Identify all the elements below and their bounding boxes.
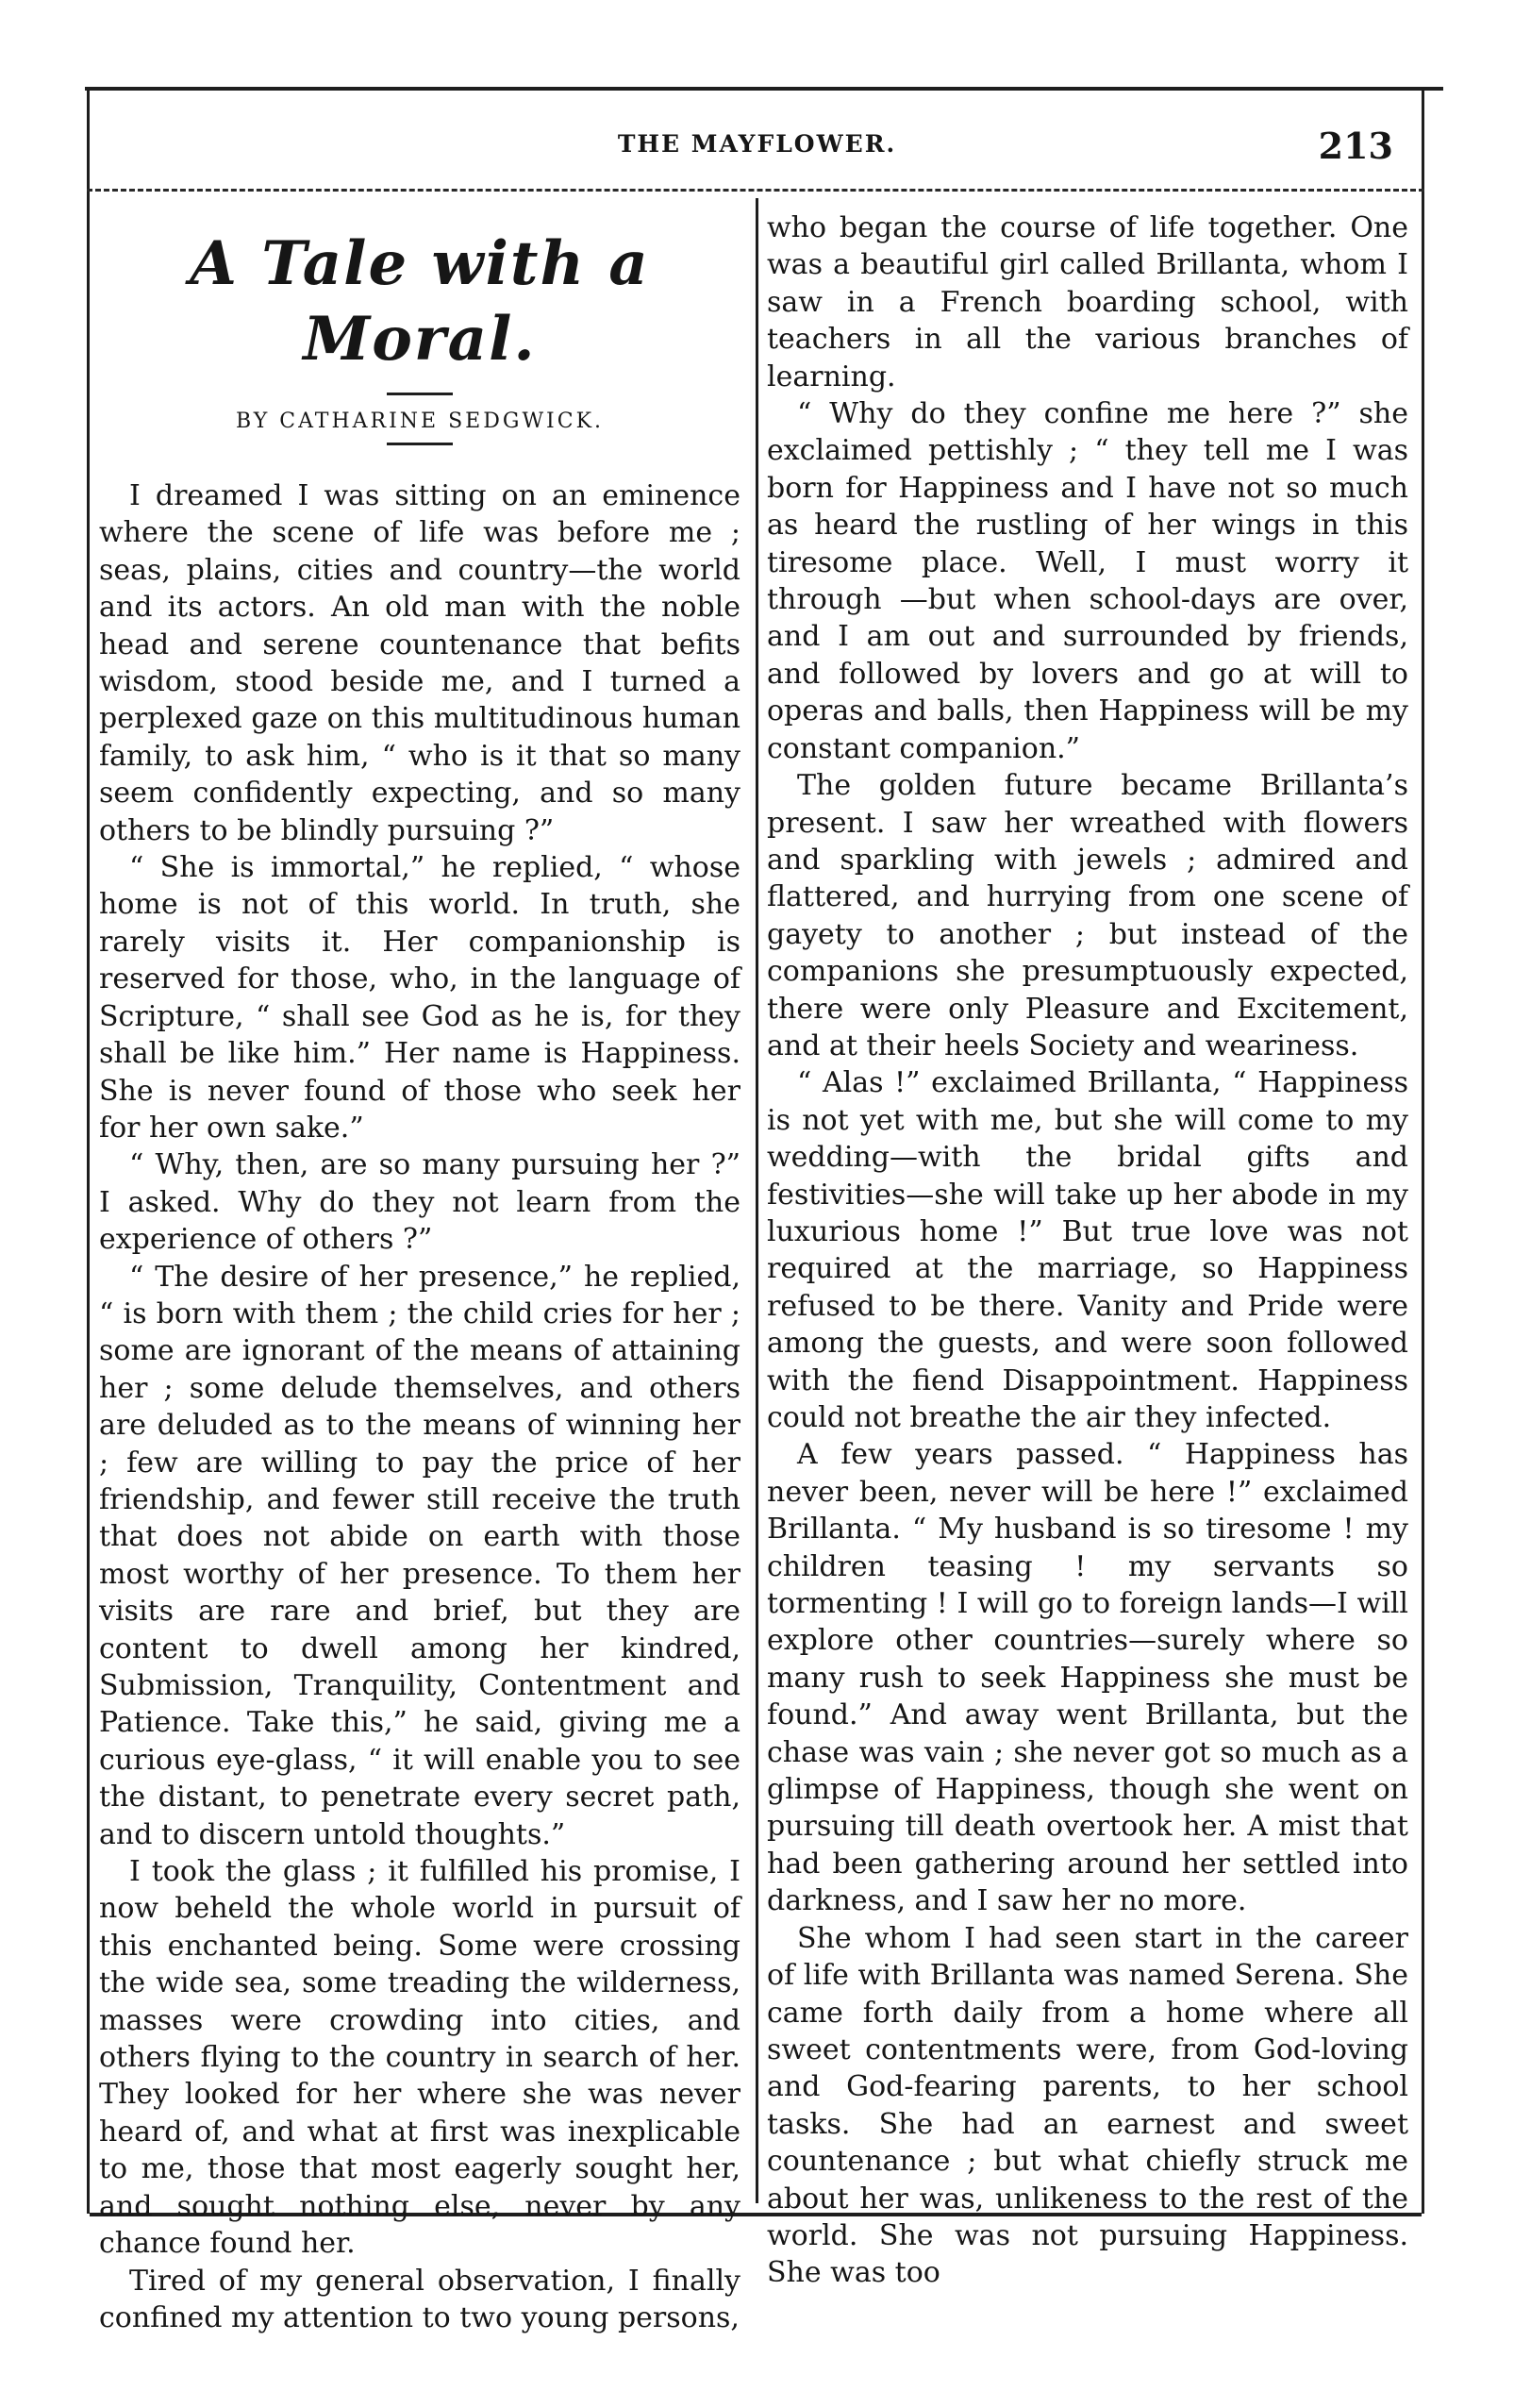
paragraph: “ Alas !” exclaimed Brillanta, “ Happiness is not yet with me, but she will come to my wedding—with the bridal gifts and festivities—she will take up her abode in my luxurious home !” But true love was not required at the marriage, so Happiness refused to be there. Vanity and Pride were among the guests, and were soon followed with the fiend Disappointment. Happiness could not breathe the air they infected.: [767, 1066, 1408, 1434]
header-divider-rule: [87, 189, 1424, 194]
left-column: [99, 209, 740, 2336]
left-border-rule: [87, 91, 90, 2214]
paragraph: “ The desire of her presence,” he replied, “ is born with them ; the child cries for her ; some are ignorant of the means of attaining her ; some delude themselves, and others are deluded as to the means of winning her ; few are willing to pay the price of her friendship, and fewer still receive the truth that does not abide on earth with those most worthy of her presence. To them her visits are rare and brief, but they are content to dwell among her kindred, Submission, Tranquility, Contentment and Patience. Take this,” he said, giving me a curious eye-glass, “ it will enable you to see the distant, to penetrate every secret path, and to discern untold thoughts.”: [99, 1260, 740, 1851]
paragraph-continued: who began the course of life together. One was a beautiful girl called Brillanta, whom I saw in a French boarding school, with teachers in all the various branches of learning.: [767, 211, 1408, 393]
page-number: 213: [1318, 125, 1393, 167]
paragraph: “ Why, then, are so many pursuing her ?” I asked. Why do they not learn from the experience of others ?”: [99, 1148, 740, 1257]
column-divider-rule: [756, 198, 758, 2203]
paragraph: A few years passed. “ Happiness has never been, never will be here !” exclaimed Brillanta. “ My husband is so tiresome ! my children teasing ! my servants so tormenting ! I will go to foreign lands—I will explore other countries—surely where so many rush to seek Happiness she must be found.” And away went Brillanta, but the chase was vain ; she never got so much as a glimpse of Happiness, though she went on pursuing till death overtook her. A mist that had been gathering around her settled into darkness, and I saw her no more.: [767, 1438, 1408, 1918]
top-border-rule: [85, 87, 1443, 91]
title-rule: [387, 393, 453, 395]
running-head: [94, 125, 1420, 167]
paragraph: “ Why do they confine me here ?” she exclaimed pettishly ; “ they tell me I was born for Happiness and I have not so much as heard the rustling of her wings in this tiresome place. Well, I must worry it through —but when school-days are over, and I am out and surrounded by friends, and followed by lovers and go at will to operas and balls, then Happiness will be my constant companion.”: [767, 397, 1408, 765]
paragraph: “ She is immortal,” he replied, “ whose home is not of this world. In truth, she rarely visits it. Her companionship is reserved for those, who, in the language of Scripture, “ shall see God as he is, for they shall be like him.” Her name is Happiness. She is never found of those who seek her for her own sake.”: [99, 851, 740, 1145]
journal-title: THE MAYFLOWER.: [617, 130, 897, 158]
paragraph: The golden future became Brillanta’s present. I saw her wreathed with flowers and sparkling with jewels ; admired and flattered, and hurrying from one scene of gayety to another ; but instead of the companions she presumptuously expected, there were only Pleasure and Excitement, and at their heels Society and weariness.: [767, 769, 1408, 1062]
paragraph: Tired of my general observation, I finally confined my attention to two young persons,: [99, 2264, 740, 2334]
right-column: [767, 209, 1408, 2292]
paragraph: I took the glass ; it fulfilled his promise, I now beheld the whole world in pursuit of this enchanted being. Some were crossing the wide sea, some treading the wilderness, masses were crowding into cities, and others flying to the country in search of her. They looked for her where she was never heard of, and what at first was inexplicable to me, those that most eagerly sought her, and sought nothing else, never by any chance found her.: [99, 1855, 740, 2261]
byline-rule: [387, 443, 453, 445]
paragraph: I dreamed I was sitting on an eminence where the scene of life was before me ; seas, plains, cities and country—the world and its actors. An old man with the noble head and serene countenance that befits wisdom, stood beside me, and I turned a perplexed gaze on this multitudinous human family, to ask him, “ who is it that so many seem confidently expecting, and so many others to be blindly pursuing ?”: [99, 479, 740, 847]
byline: BY CATHARINE SEDGWICK.: [235, 410, 605, 433]
right-border-rule: [1422, 91, 1424, 2214]
paragraph: She whom I had seen start in the career of life with Brillanta was named Serena. She came forth daily from a home where all sweet contentments were, from God-loving and God-fearing parents, to her school tasks. She had an earnest and sweet countenance ; but what chiefly struck me about her was, unlikeness to the rest of the world. She was not pursuing Happiness. She was too: [767, 1921, 1408, 2290]
article-title: A Tale with a Moral.: [190, 228, 650, 375]
